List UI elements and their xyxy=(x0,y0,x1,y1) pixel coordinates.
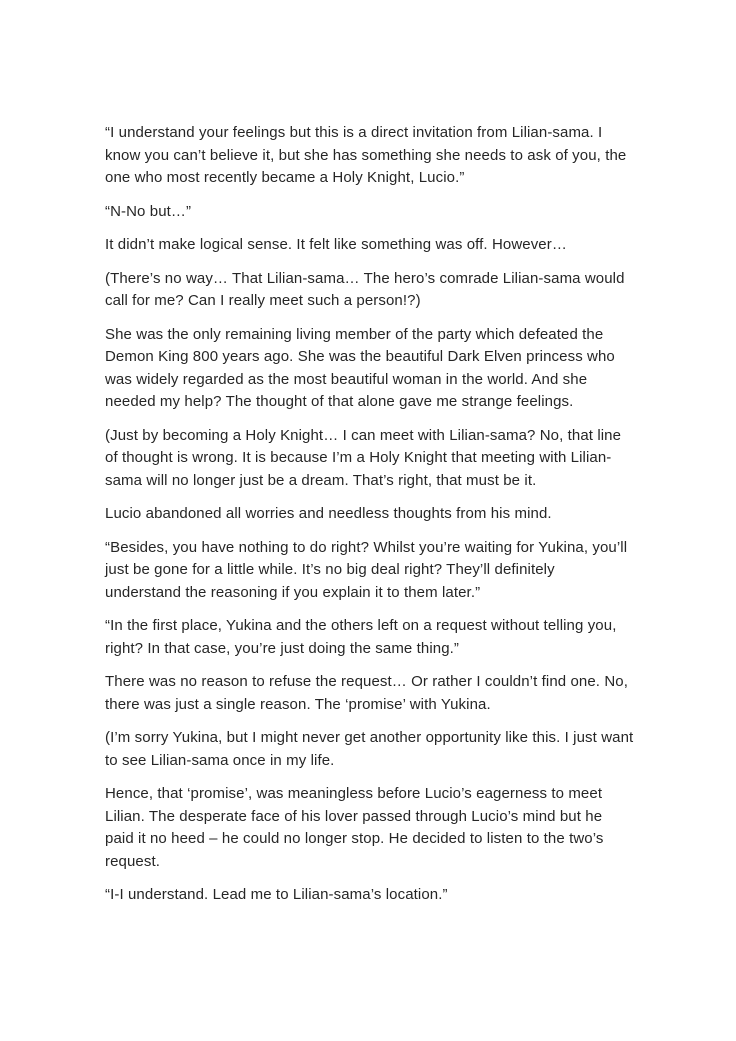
paragraph: There was no reason to refuse the request… Or rather I couldn’t find one. No, there was just a single reason. The ‘promise’ with Yukina. xyxy=(105,673,628,713)
paragraph: “N-No but…” xyxy=(105,202,192,220)
novel-text-block xyxy=(105,122,635,918)
paragraph: “In the first place, Yukina and the others left on a request without telling you, right? In that case, you’re just doing the same thing.” xyxy=(105,617,617,657)
paragraph: (Just by becoming a Holy Knight… I can meet with Lilian-sama? No, that line of thought is wrong. It is because I’m a Holy Knight that meeting with Lilian-sama will no longer just be a dream. That’s right, that must be it. xyxy=(105,426,622,489)
paragraph: (I’m sorry Yukina, but I might never get another opportunity like this. I just want to see Lilian-sama once in my life. xyxy=(105,729,634,769)
paragraph: (There’s no way… That Lilian-sama… The hero’s comrade Lilian-sama would call for me? Can I really meet such a person!?) xyxy=(105,269,625,309)
paragraph: Hence, that ‘promise’, was meaningless before Lucio’s eagerness to meet Lilian. The desperate face of his lover passed through Lucio’s mind but he paid it no heed – he could no longer stop. He decided to listen to the two’s request. xyxy=(105,785,604,870)
paragraph: “I-I understand. Lead me to Lilian-sama’s location.” xyxy=(105,886,448,903)
paragraph: She was the only remaining living member of the party which defeated the Demon King 800 years ago. She was the beautiful Dark Elven princess who was widely regarded as the most beautiful woman in the world. And she needed my help? The thought of that alone gave me strange feelings. xyxy=(105,325,615,410)
paragraph: “I understand your feelings but this is a direct invitation from Lilian-sama. I know you can’t believe it, but she has something she needs to ask of you, the one who most recently became a Holy Knight, Lucio.” xyxy=(105,124,627,186)
paragraph: It didn’t make logical sense. It felt like something was off. However… xyxy=(105,236,567,253)
paragraph: “Besides, you have nothing to do right? Whilst you’re waiting for Yukina, you’ll just be gone for a little while. It’s no big deal right? They’ll definitely understand the reasoning if you explain it to them later.” xyxy=(105,538,628,601)
paragraph: Lucio abandoned all worries and needless thoughts from his mind. xyxy=(105,505,552,522)
